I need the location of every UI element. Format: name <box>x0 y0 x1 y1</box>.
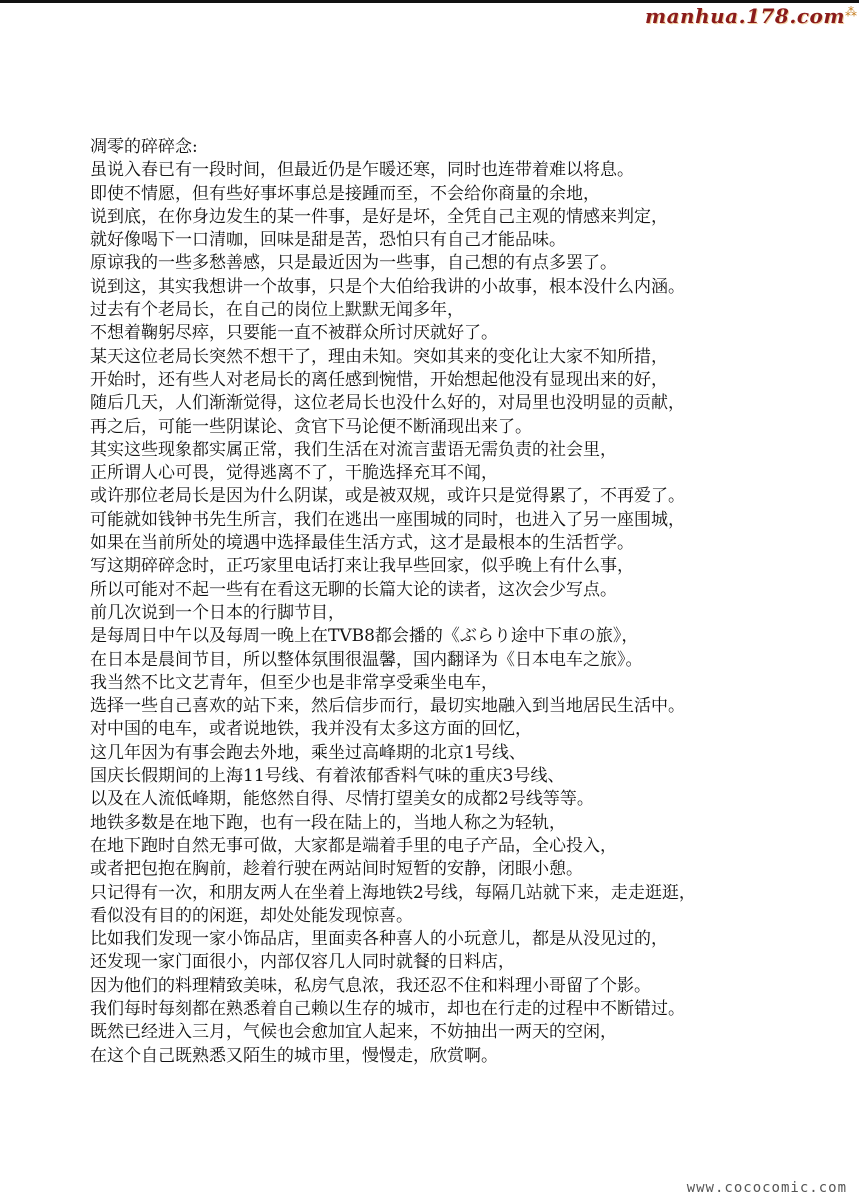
article-line: 正所谓人心可畏，觉得逃离不了，干脆选择充耳不闻， <box>90 463 498 484</box>
article-line: 国庆长假期间的上海11号线、有着浓郁香料气味的重庆3号线、 <box>90 766 565 787</box>
article-line: 说到这，其实我想讲一个故事，只是个大伯给我讲的小故事，根本没什么内涵。 <box>90 276 685 297</box>
article-line: 可能就如钱钟书先生所言，我们在逃出一座围城的同时，也进入了另一座围城， <box>90 509 685 530</box>
article-line: 既然已经进入三月，气候也会愈加宜人起来，不妨抽出一两天的空闲， <box>90 1022 617 1043</box>
article-line: 在这个自己既熟悉又陌生的城市里，慢慢走，欣赏啊。 <box>90 1045 498 1066</box>
top-border <box>0 0 859 3</box>
article-line: 以及在人流低峰期，能悠然自得、尽情打望美女的成都2号线等等。 <box>90 789 594 810</box>
article-line: 只记得有一次，和朋友两人在坐着上海地铁2号线，每隔几站就下来，走走逛逛， <box>90 882 696 903</box>
article-line: 或者把包抱在胸前，趁着行驶在两站间时短暂的安静，闭眼小憩。 <box>90 859 583 880</box>
article-line: 说到底，在你身边发生的某一件事，是好是坏，全凭自己主观的情感来判定， <box>90 206 668 227</box>
site-watermark-bottom: www.cococomic.com <box>686 1180 847 1196</box>
article-line: 或许那位老局长是因为什么阴谋，或是被双规，或许只是觉得累了，不再爱了。 <box>90 486 685 507</box>
site-watermark-top: manhua.178.com <box>644 4 845 28</box>
article-line: 开始时，还有些人对老局长的离任感到惋惜，开始想起他没有显现出来的好， <box>90 369 668 390</box>
article-line: 随后几天，人们渐渐觉得，这位老局长也没什么好的，对局里也没明显的贡献， <box>90 393 685 414</box>
article-line: 我当然不比文艺青年，但至少也是非常享受乘坐电车， <box>90 672 498 693</box>
article-line: 即使不情愿，但有些好事坏事总是接踵而至，不会给你商量的余地， <box>90 183 600 204</box>
article-line: 比如我们发现一家小饰品店，里面卖各种喜人的小玩意儿，都是从没见过的， <box>90 929 668 950</box>
article-line: 在日本是晨间节目，所以整体氛围很温馨，国内翻译为《日本电车之旅》。 <box>90 649 643 670</box>
article-line: 前几次说到一个日本的行脚节目， <box>90 602 345 623</box>
article-line: 就好像喝下一口清咖，回味是甜是苦，恐怕只有自己才能品味。 <box>90 230 566 251</box>
article-line: 所以可能对不起一些有在看这无聊的长篇大论的读者，这次会少写点。 <box>90 579 617 600</box>
article-heading: 凋零的碎碎念: <box>90 137 198 157</box>
article-line: 其实这些现象都实属正常，我们生活在对流言蜚语无需负责的社会里， <box>90 439 617 460</box>
article-line: 过去有个老局长，在自己的岗位上默默无闻多年， <box>90 300 464 321</box>
article-line: 在地下跑时自然无事可做，大家都是端着手里的电子产品，全心投入， <box>90 835 617 856</box>
article-line: 还发现一家门面很小，内部仅容几人同时就餐的日料店， <box>90 952 515 973</box>
article-line: 是每周日中午以及每周一晚上在TVB8都会播的《ぶらり途中下車の旅》， <box>90 626 639 647</box>
article-line: 原谅我的一些多愁善感，只是最近因为一些事，自己想的有点多罢了。 <box>90 253 617 274</box>
watermark-ornament-icon: ⁂ <box>845 5 857 19</box>
article-line: 再之后，可能一些阴谋论、贪官下马论便不断涌现出来了。 <box>90 416 532 437</box>
article-line: 选择一些自己喜欢的站下来，然后信步而行，最切实地融入到当地居民生活中。 <box>90 696 685 717</box>
article-body <box>90 136 850 1068</box>
article-line: 我们每时每刻都在熟悉着自己赖以生存的城市，却也在行走的过程中不断错过。 <box>90 998 685 1019</box>
article-line: 如果在当前所处的境遇中选择最佳生活方式，这才是最根本的生活哲学。 <box>90 533 634 554</box>
article-line: 这几年因为有事会跑去外地，乘坐过高峰期的北京1号线、 <box>90 742 526 763</box>
article-line: 某天这位老局长突然不想干了，理由未知。突如其来的变化让大家不知所措， <box>90 346 668 367</box>
article-line: 因为他们的料理精致美味，私房气息浓，我还忍不住和料理小哥留了个影。 <box>90 975 651 996</box>
article-line: 对中国的电车，或者说地铁，我并没有太多这方面的回忆， <box>90 719 532 740</box>
article-line: 写这期碎碎念时，正巧家里电话打来让我早些回家，似乎晚上有什么事， <box>90 556 634 577</box>
article-line: 不想着鞠躬尽瘁，只要能一直不被群众所讨厌就好了。 <box>90 323 498 344</box>
article-line: 看似没有目的的闲逛，却处处能发现惊喜。 <box>90 905 413 926</box>
article-line: 虽说入春已有一段时间，但最近仍是乍暖还寒，同时也连带着难以将息。 <box>90 160 634 181</box>
article-line: 地铁多数是在地下跑，也有一段在陆上的，当地人称之为轻轨， <box>90 812 566 833</box>
